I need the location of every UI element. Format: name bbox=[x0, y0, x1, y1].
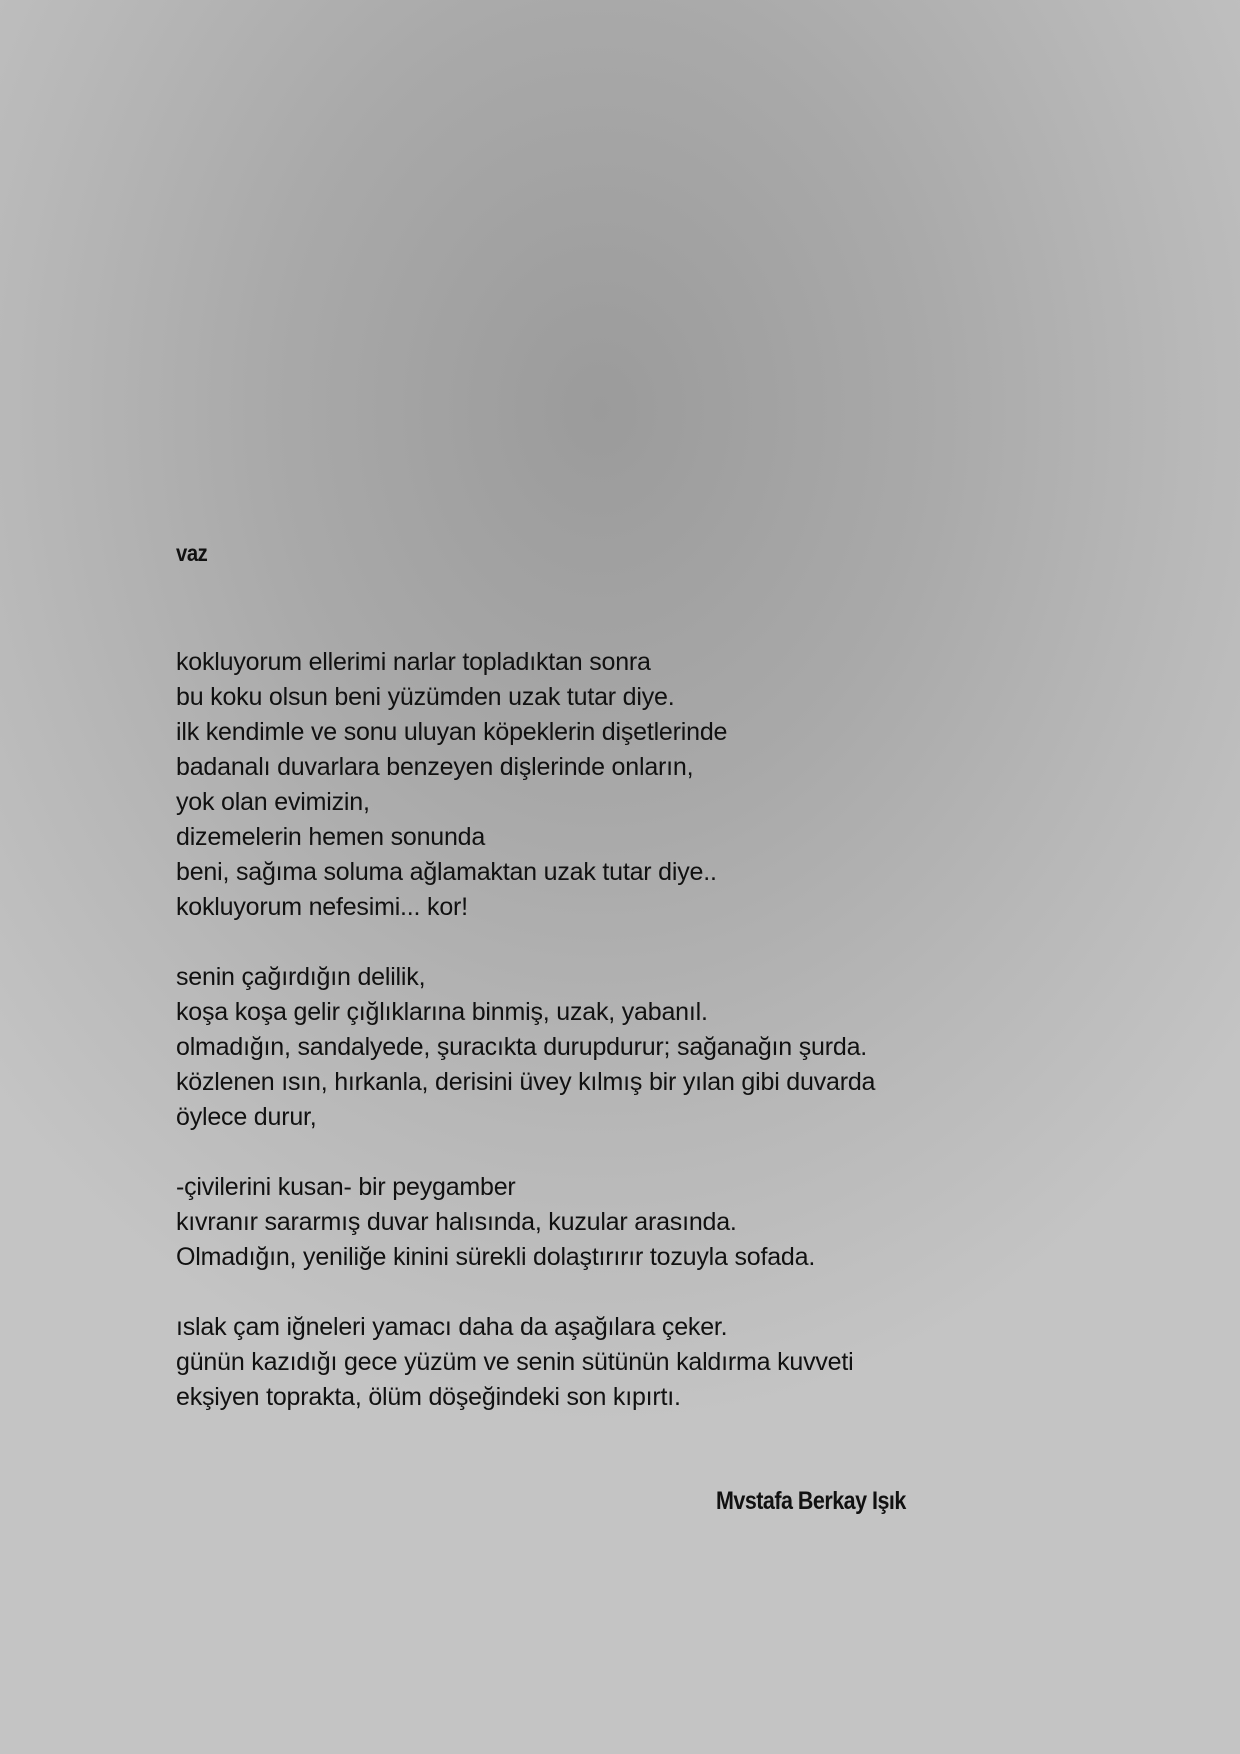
poem-line: beni, sağıma soluma ağlamaktan uzak tutar diye.. bbox=[176, 858, 717, 886]
poem-line: öylece durur, bbox=[176, 1103, 317, 1131]
poem-line: dizemelerin hemen sonunda bbox=[176, 823, 486, 851]
poem-line: közlenen ısın, hırkanla, derisini üvey kılmış bir yılan gibi duvarda bbox=[176, 1068, 876, 1096]
poem-line: yok olan evimizin, bbox=[176, 788, 370, 816]
poem-line: koşa koşa gelir çığlıklarına binmiş, uzak, yabanıl. bbox=[176, 998, 708, 1026]
poem-body bbox=[176, 645, 1076, 1415]
author-name: Mvstafa Berkay Işık bbox=[716, 1487, 906, 1515]
poem-line: bu koku olsun beni yüzümden uzak tutar diye. bbox=[176, 683, 675, 711]
poem-line: Olmadığın, yeniliğe kinini sürekli dolaştırırır tozuyla sofada. bbox=[176, 1243, 816, 1271]
stanza-2 bbox=[176, 960, 1076, 1135]
poem-line: olmadığın, sandalyede, şuracıkta durupdurur; sağanağın şurda. bbox=[176, 1033, 868, 1061]
poem-title: vaz bbox=[176, 540, 208, 566]
stanza-4 bbox=[176, 1310, 1076, 1415]
stanza-3 bbox=[176, 1170, 1076, 1275]
poem-line: senin çağırdığın delilik, bbox=[176, 963, 426, 991]
stanza-1 bbox=[176, 645, 1076, 925]
poem-line: ıslak çam iğneleri yamacı daha da aşağılara çeker. bbox=[176, 1313, 728, 1341]
poem-line: badanalı duvarlara benzeyen dişlerinde onların, bbox=[176, 753, 694, 781]
poem-line: ilk kendimle ve sonu uluyan köpeklerin dişetlerinde bbox=[176, 718, 728, 746]
poem-line: kokluyorum ellerimi narlar topladıktan sonra bbox=[176, 648, 651, 676]
poem-line: kokluyorum nefesimi... kor! bbox=[176, 893, 468, 921]
poem-line: günün kazıdığı gece yüzüm ve senin sütünün kaldırma kuvveti bbox=[176, 1348, 854, 1376]
poem-line: -çivilerini kusan- bir peygamber bbox=[176, 1173, 516, 1201]
poem-line: ekşiyen toprakta, ölüm döşeğindeki son kıpırtı. bbox=[176, 1383, 681, 1411]
poem-line: kıvranır sararmış duvar halısında, kuzular arasında. bbox=[176, 1208, 737, 1236]
